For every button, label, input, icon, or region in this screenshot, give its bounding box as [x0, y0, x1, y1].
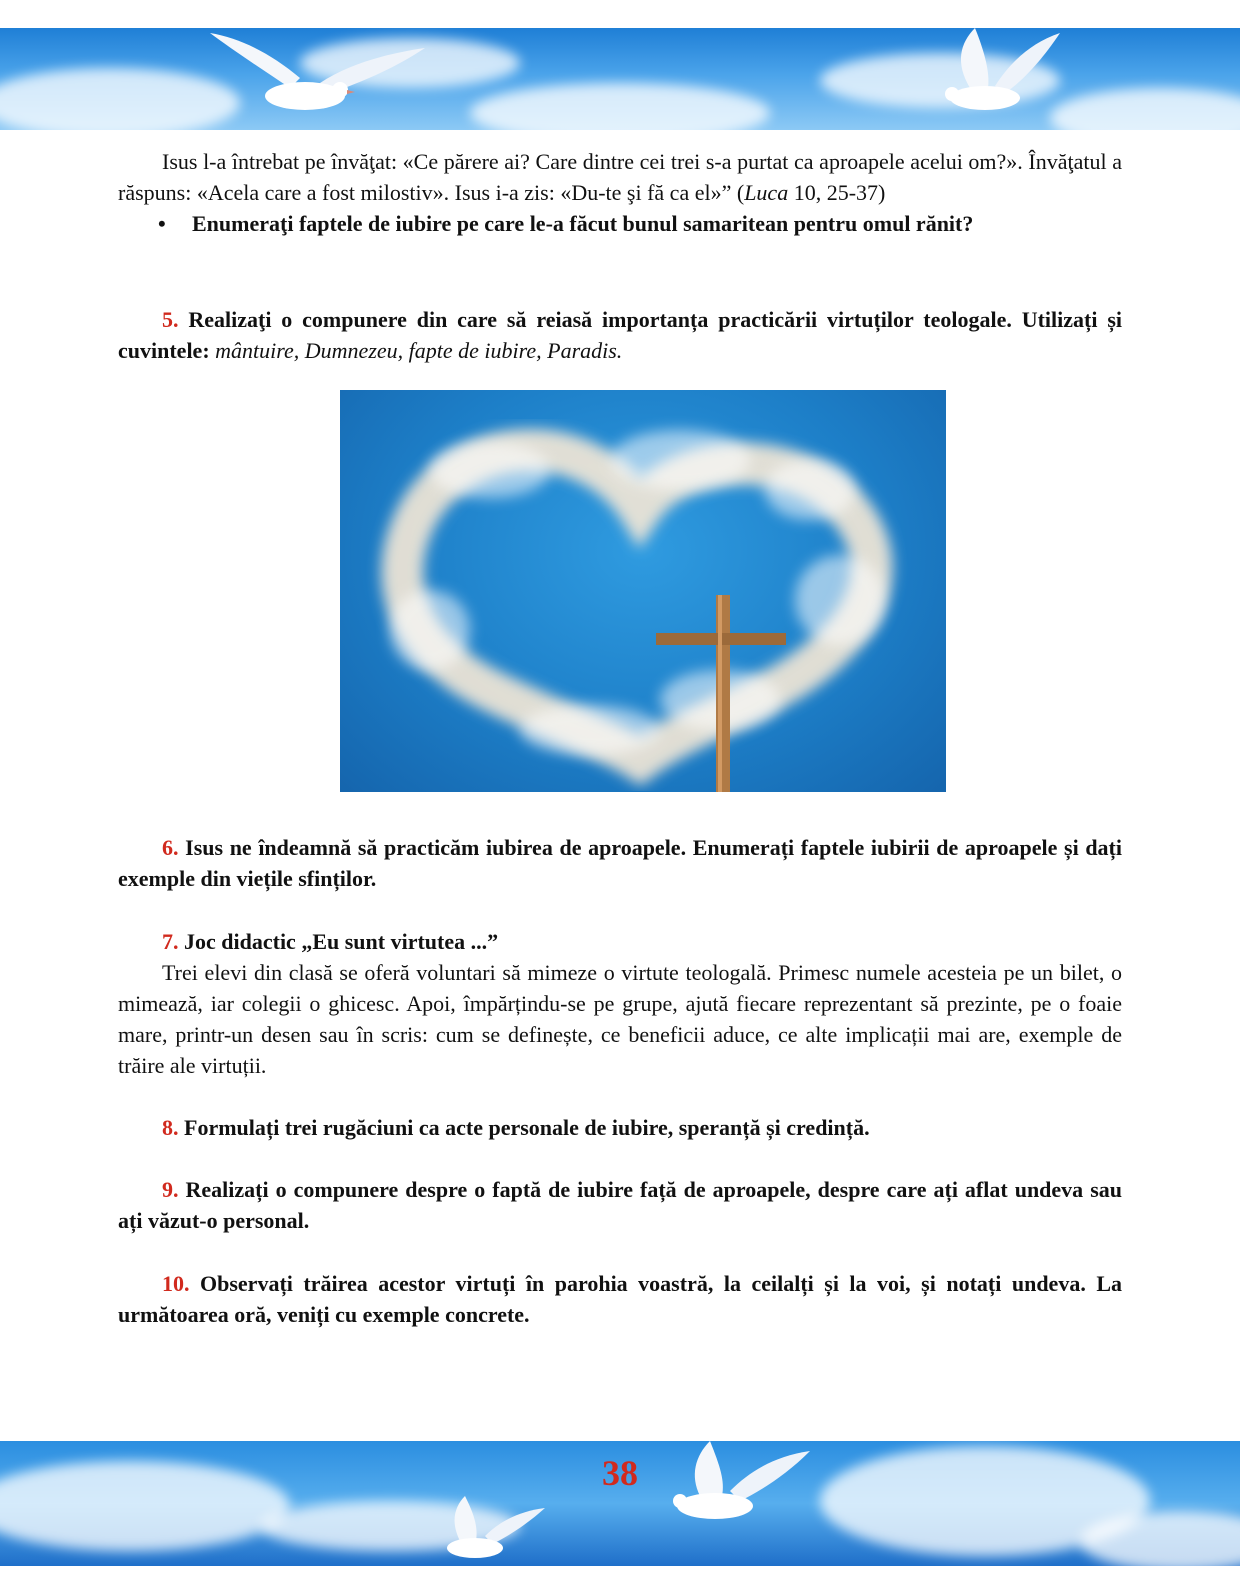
intro-paragraph	[118, 146, 1122, 208]
question-9	[118, 1174, 1122, 1236]
question-text: Observați trăirea acestor virtuți în parohia voastră, la ceilalți și la voi, și notați undeva. La următoarea oră, veniți cu exemple concrete.	[118, 1271, 1122, 1327]
question-text: Formulați trei rugăciuni ca acte personale de iubire, speranță și credință.	[178, 1115, 870, 1140]
question-7	[118, 926, 1122, 1081]
bullet-item: • Enumeraţi faptele de iubire pe care le-a făcut bunul samaritean pentru omul rănit?	[118, 208, 1122, 239]
question-10	[118, 1268, 1122, 1330]
question-number: 6.	[162, 835, 179, 860]
dove-icon	[420, 1496, 550, 1566]
question-text: Isus ne îndeamnă să practicăm iubirea de aproapele. Enumerați faptele iubirii de aproapele și dați exemple din viețile sfinților.	[118, 835, 1122, 891]
question-number: 10.	[162, 1271, 190, 1296]
dove-icon	[900, 28, 1080, 128]
question-text: Realizați o compunere despre o faptă de iubire față de aproapele, despre care ați aflat undeva sau ați văzut-o personal.	[118, 1177, 1122, 1233]
keywords: mântuire, Dumnezeu, fapte de iubire, Paradis.	[215, 338, 623, 363]
question-number: 8.	[162, 1115, 179, 1140]
heart-clouds-cross-image	[340, 390, 946, 792]
page-number: 38	[602, 1453, 638, 1493]
intro-reference: Luca	[744, 180, 789, 205]
intro-block	[118, 146, 1122, 239]
header-banner	[0, 28, 1240, 130]
question-6	[118, 832, 1122, 894]
question-text: Realizaţi o compunere din care să reiasă importanța practicării virtuților teologale. Utilizați și cuvintele:	[118, 307, 1122, 363]
intro-text: Isus l-a întrebat pe învăţat: «Ce părere ai? Care dintre cei trei s-a purtat ca aproapele acelui om?». Învăţatul a răspuns: «Acela care a fost milostiv». Isus i-a zis: «Du-te şi fă ca el»” (	[118, 149, 1122, 205]
question-number: 5.	[162, 307, 179, 332]
question-5	[118, 304, 1122, 366]
question-title: Joc didactic „Eu sunt virtutea ...”	[178, 929, 499, 954]
intro-reference-verses: 10, 25-37)	[788, 180, 886, 205]
heart-clouds-illustration	[340, 390, 946, 792]
question-number: 7.	[162, 929, 179, 954]
dove-icon	[200, 28, 430, 128]
game-description: Trei elevi din clasă se oferă voluntari să mimeze o virtute teologală. Primesc numele acesteia pe un bilet, o mimează, iar colegii o ghicesc. Apoi, împărțindu-se pe grupe, ajută fiecare reprezentant să prezinte, pe o foaie mare, printr-un desen sau în scris: cum se definește, ce beneficii aduce, ce alte implicații mai are, exemple de trăire ale virtuții.	[118, 960, 1122, 1078]
question-8	[118, 1112, 1122, 1143]
question-number: 9.	[162, 1177, 179, 1202]
